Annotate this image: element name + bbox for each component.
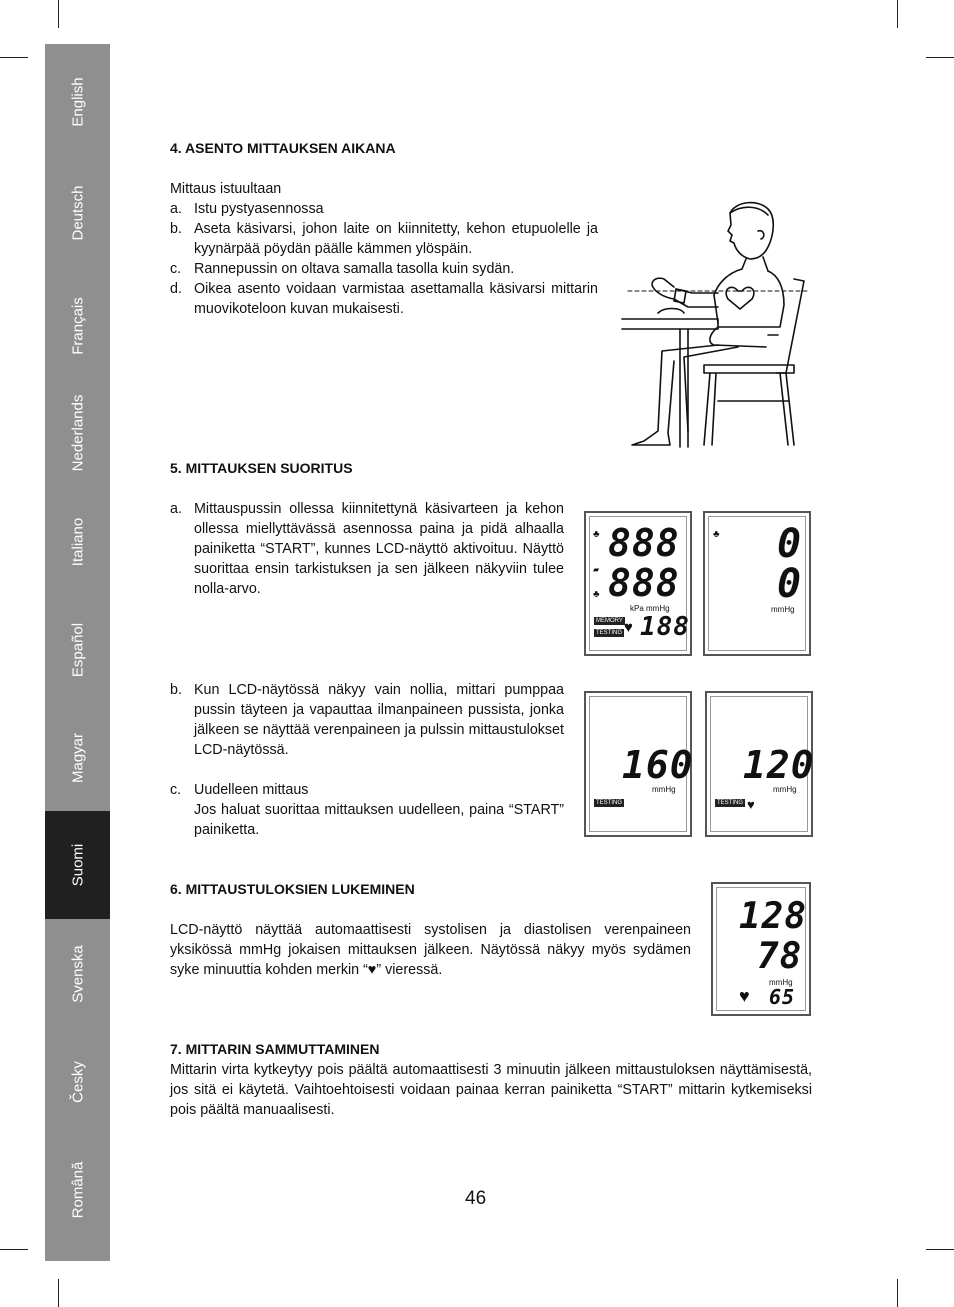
language-tab-label: Română bbox=[69, 1161, 86, 1219]
list-marker: c. bbox=[170, 782, 182, 798]
crop-mark bbox=[926, 57, 954, 58]
lcd-display-test bbox=[584, 511, 692, 656]
lcd-digits-diastolic: 0 bbox=[777, 561, 803, 607]
language-tab-label: Suomi bbox=[69, 843, 86, 887]
language-tab-label: Česky bbox=[69, 1061, 86, 1103]
list-item bbox=[170, 259, 598, 279]
list-text: Oikea asento voidaan varmistaa asettamalla käsivarsi mittarin muovikoteloon kuvan mukaisesti. bbox=[194, 281, 598, 317]
list-item bbox=[170, 499, 564, 599]
list-text: Istu pystyasennossa bbox=[194, 201, 324, 217]
language-tab-english[interactable] bbox=[45, 48, 110, 156]
lcd-digits-systolic: 888 bbox=[608, 521, 680, 565]
list-marker: a. bbox=[170, 201, 182, 217]
language-tab-suomi[interactable] bbox=[45, 811, 110, 919]
lcd-digits-pressure: 160 bbox=[622, 743, 694, 787]
lcd-display-result bbox=[711, 882, 811, 1016]
lcd-symbol-icon: ♣ bbox=[593, 589, 600, 600]
crop-mark bbox=[897, 0, 898, 28]
list-text: Rannepussin on oltava samalla tasolla kuin sydän. bbox=[194, 261, 515, 277]
lcd-digits-pressure: 120 bbox=[743, 743, 815, 787]
lcd-display-zero bbox=[703, 511, 811, 656]
lcd-symbol-icon: ♣ bbox=[593, 529, 600, 540]
language-tab-deutsch[interactable] bbox=[45, 159, 110, 267]
heart-icon: ♥ bbox=[624, 619, 633, 636]
crop-mark bbox=[926, 1249, 954, 1250]
language-tab-label: Nederlands bbox=[69, 394, 86, 472]
list-text: Aseta käsivarsi, johon laite on kiinnitetty, kehon etupuolelle ja kyynärpää pöydän päälle kämmen ylöspäin. bbox=[194, 221, 598, 257]
crop-mark bbox=[0, 1249, 28, 1250]
language-sidebar bbox=[45, 44, 110, 1261]
lcd-units: mmHg bbox=[771, 605, 795, 614]
list-item bbox=[170, 780, 564, 840]
lcd-digits-diastolic: 78 bbox=[757, 936, 803, 977]
list-text: Mittauspussin ollessa kiinnitettynä käsivarteen ja kehon ollessa miellyttävässä asennossa paina ja pidä alhaalla painiketta “START”, kunnes LCD-näyttö aktivoituu. Näyttö suorittaa ensin tarkistuksen ja sen jälkeen näkyviin tulee nolla-arvo. bbox=[194, 501, 564, 597]
list-item bbox=[170, 279, 598, 319]
language-tab-label: English bbox=[69, 77, 86, 127]
lcd-testing-badge: TESTING bbox=[596, 800, 623, 806]
section4-intro: Mittaus istuultaan bbox=[170, 181, 282, 197]
language-tab-label: Svenska bbox=[69, 945, 86, 1003]
crop-mark bbox=[897, 1279, 898, 1307]
language-tab-label: Magyar bbox=[69, 732, 86, 784]
list-marker: b. bbox=[170, 221, 182, 237]
heart-icon: ♥ bbox=[739, 986, 750, 1006]
language-tab-label: Español bbox=[69, 622, 86, 678]
language-tab-francais[interactable] bbox=[45, 272, 110, 380]
language-tab-label: Deutsch bbox=[69, 185, 86, 241]
section6-text: LCD-näyttö näyttää automaattisesti systolisen ja diastolisen verenpaineen yksikössä mmHg jokaisen mittauksen jälkeen. Näytössä näkyy myös sydämen syke minuuttia kohden merkin “♥” vieressä. bbox=[170, 922, 691, 978]
lcd-digits-pulse: 65 bbox=[769, 985, 796, 1009]
lcd-units: kPa mmHg bbox=[630, 604, 670, 613]
lcd-display-inflating bbox=[584, 691, 692, 837]
language-tab-svenska[interactable] bbox=[45, 920, 110, 1028]
section7-text: Mittarin virta kytkeytyy pois päältä automaattisesti 3 minuutin jälkeen mittaustuloksen näyttämisestä, jos sitä ei käytetä. Vaihtoehtoisesti voidaan painaa kerran painiketta “START” mittarin kytkemiseksi pois päältä manuaalisesti. bbox=[170, 1062, 812, 1118]
language-tab-romana[interactable] bbox=[45, 1136, 110, 1244]
list-text: Jos haluat suorittaa mittauksen uudelleen, paina “START” painiketta. bbox=[194, 802, 564, 838]
list-text: Kun LCD-näytössä näkyy vain nollia, mittari pumppaa pussin täyteen ja vapauttaa ilmanpaineen pussista, jonka jälkeen se näyttää verenpaineen ja pulssin mittaustulokset LCD-näytössä. bbox=[194, 682, 564, 758]
lcd-digits-systolic: 0 bbox=[777, 521, 803, 567]
lcd-units: mmHg bbox=[773, 785, 797, 794]
list-marker: d. bbox=[170, 281, 182, 297]
lcd-digits-pulse: 188 bbox=[640, 612, 690, 642]
list-marker: b. bbox=[170, 682, 182, 698]
language-tab-italiano[interactable] bbox=[45, 488, 110, 596]
list-title: Uudelleen mittaus bbox=[194, 782, 309, 798]
section6-heading: 6. MITTAUSTULOKSIEN LUKEMINEN bbox=[170, 881, 415, 897]
page-number: 46 bbox=[465, 1188, 487, 1209]
section4-heading: 4. ASENTO MITTAUKSEN AIKANA bbox=[170, 140, 396, 156]
lcd-symbol-icon: ▰ bbox=[593, 565, 600, 574]
language-tab-label: Français bbox=[69, 297, 86, 355]
list-item bbox=[170, 199, 598, 219]
lcd-digits-diastolic: 888 bbox=[608, 561, 680, 605]
lcd-units: mmHg bbox=[769, 978, 793, 987]
lcd-digits-systolic: 128 bbox=[739, 896, 808, 937]
lcd-testing-badge: TESTING bbox=[596, 630, 623, 636]
lcd-display-deflating bbox=[705, 691, 813, 837]
crop-mark bbox=[58, 0, 59, 28]
language-tab-magyar[interactable] bbox=[45, 704, 110, 812]
list-marker: c. bbox=[170, 261, 182, 277]
heart-icon: ♥ bbox=[747, 797, 755, 812]
language-tab-label: Italiano bbox=[69, 517, 86, 567]
list-item bbox=[170, 219, 598, 259]
list-item bbox=[170, 680, 564, 760]
language-tab-nederlands[interactable] bbox=[45, 379, 110, 487]
lcd-symbol-icon: ♣ bbox=[713, 529, 720, 540]
language-tab-espanol[interactable] bbox=[45, 596, 110, 704]
section5-heading: 5. MITTAUKSEN SUORITUS bbox=[170, 460, 353, 476]
crop-mark bbox=[0, 57, 28, 58]
language-tab-cesky[interactable] bbox=[45, 1028, 110, 1136]
list-marker: a. bbox=[170, 501, 182, 517]
crop-mark bbox=[58, 1279, 59, 1307]
lcd-units: mmHg bbox=[652, 785, 676, 794]
section7-heading: 7. MITTARIN SAMMUTTAMINEN bbox=[170, 1041, 380, 1057]
lcd-testing-badge: TESTING bbox=[717, 800, 744, 806]
seated-posture-illustration bbox=[618, 195, 813, 450]
lcd-memory-badge: MEMORY bbox=[596, 618, 623, 624]
